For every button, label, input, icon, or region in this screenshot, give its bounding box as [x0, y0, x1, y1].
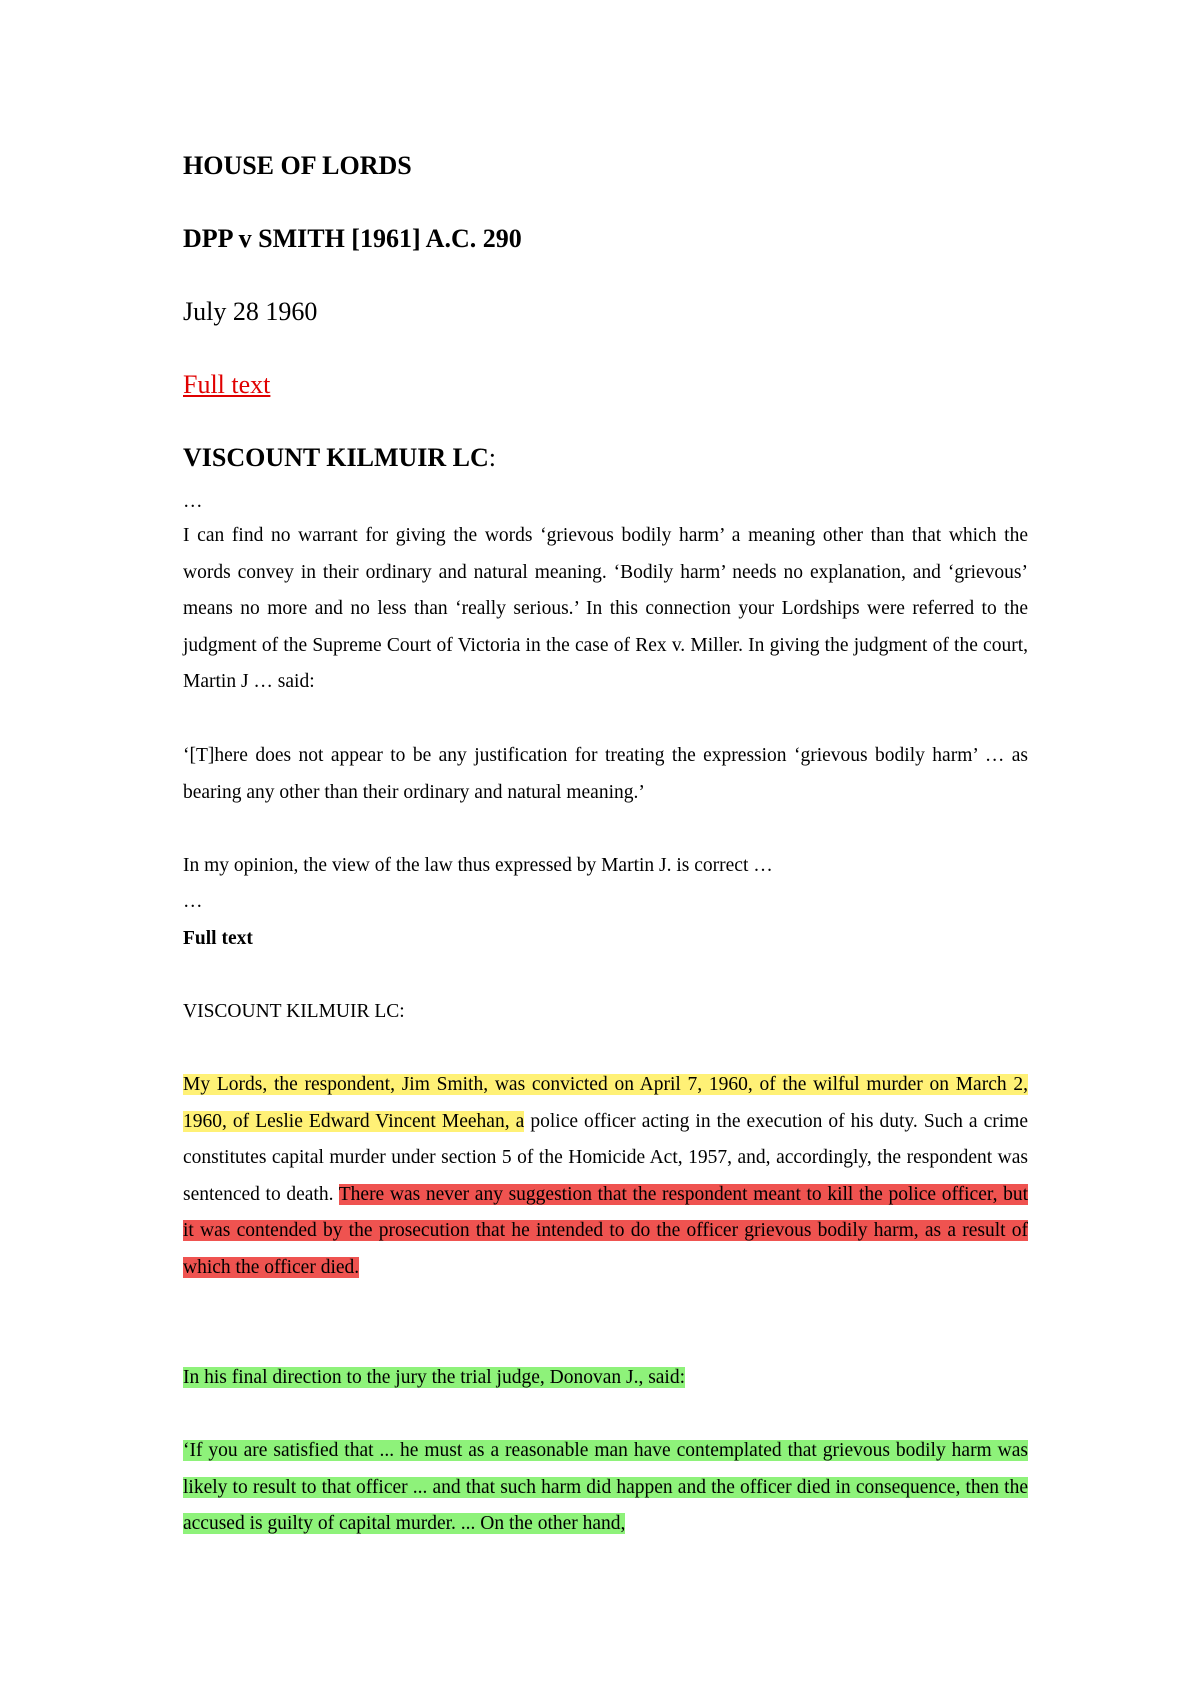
full-text-paragraph-1 [183, 1067, 1028, 1287]
full-text-heading: Full text [183, 928, 253, 949]
court-heading: HOUSE OF LORDS [183, 151, 412, 180]
full-text-link[interactable]: Full text [183, 370, 271, 399]
excerpt-speaker: VISCOUNT KILMUIR LC [183, 443, 489, 472]
highlight-red: There was never any suggestion that the respondent meant to kill the police officer, but it was contended by the prosecution that he intended to do the officer grievous bodily harm, as a result of which the officer died. [183, 1183, 1029, 1278]
ellipsis-top: … [183, 491, 203, 512]
plain-text: police officer acting in the execution of his duty. Such a crime constitutes capital murder under section 5 of the Homicide Act, 1957, and, accordingly, the respondent was sentenced to death. [183, 1110, 1028, 1205]
full-text-speaker: VISCOUNT KILMUIR LC: [183, 1001, 405, 1022]
highlight-green-quote: ‘If you are satisfied that ... he must as a reasonable man have contemplated that grievous bodily harm was likely to result to that officer ... and that such harm did happen and the officer died in consequence, then the accused is guilty of capital murder. ... On the other hand, [183, 1440, 1028, 1535]
highlight-green-direction: In his final direction to the jury the trial judge, Donovan J., said: [183, 1367, 686, 1388]
excerpt-speaker-heading [183, 442, 496, 474]
case-title: DPP v SMITH [1961] A.C. 290 [183, 224, 522, 253]
excerpt-paragraph-1: I can find no warrant for giving the words ‘grievous bodily harm’ a meaning other than that which the words convey in their ordinary and natural meaning. ‘Bodily harm’ needs no explanation, and ‘grievous’ means no more and no less than ‘really serious.’ In this connection your Lordships were referred to the judgment of the Supreme Court of Victoria in the case of Rex v. Miller. In giving the judgment of the court, Martin J … said: [183, 525, 1028, 693]
excerpt-paragraph-2: In my opinion, the view of the law thus expressed by Martin J. is correct … [183, 855, 773, 876]
ellipsis-bottom: … [183, 891, 203, 912]
excerpt-speaker-colon: : [488, 443, 497, 472]
full-text-paragraph-3 [183, 1433, 1028, 1543]
judgment-date: July 28 1960 [183, 297, 318, 326]
highlight-yellow: My Lords, the respondent, Jim Smith, was convicted on April 7, 1960, of the wilful murder on March 2, 1960, of Leslie Edward Vincent Meehan, a [183, 1074, 1028, 1132]
excerpt-quote: ‘[T]here does not appear to be any justification for treating the expression ‘grievous bodily harm’ … as bearing any other than their ordinary and natural meaning.’ [183, 745, 1028, 803]
full-text-paragraph-2 [183, 1360, 685, 1397]
